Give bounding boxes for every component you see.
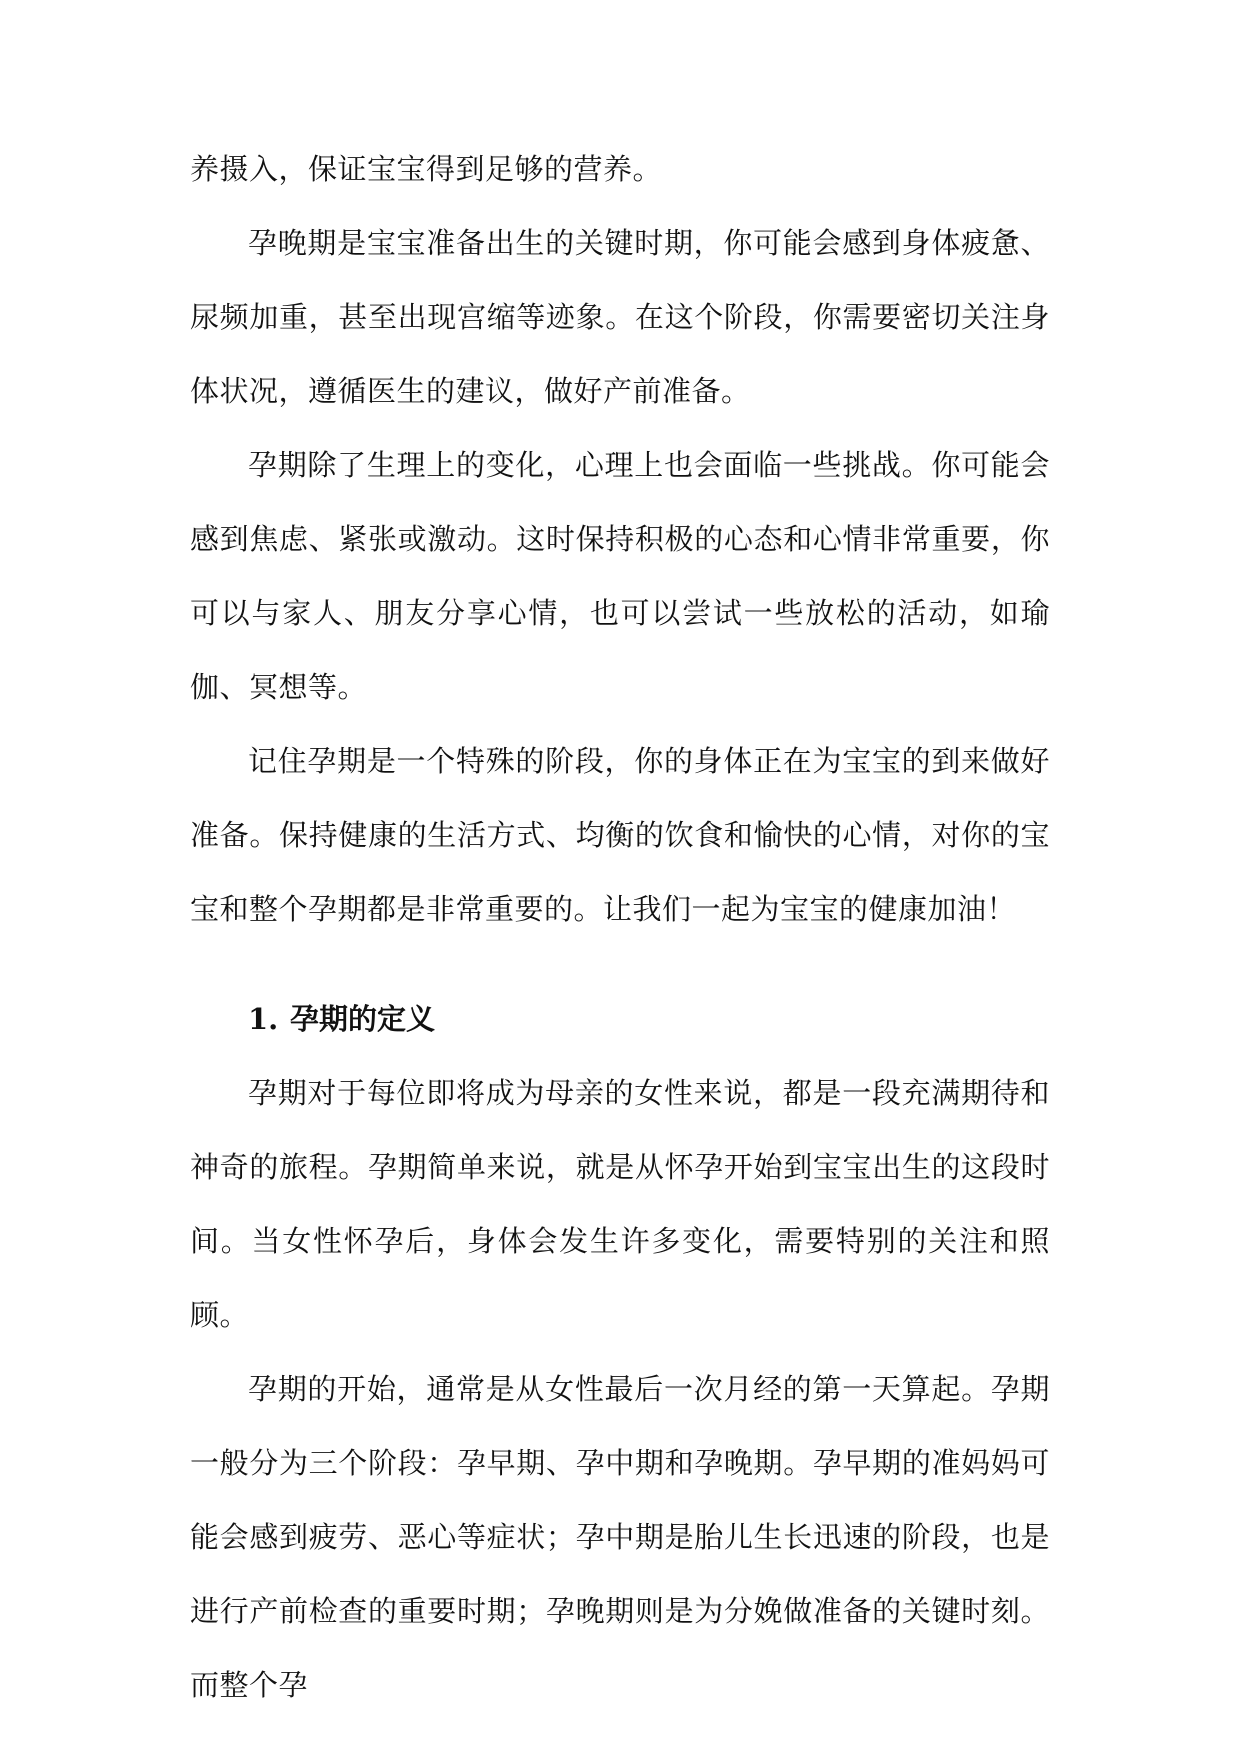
- paragraph-continued: 养摄入，保证宝宝得到足够的营养。: [190, 152, 663, 186]
- section-title: 孕期的定义: [290, 1002, 436, 1036]
- paragraph: 孕期对于每位即将成为母亲的女性来说，都是一段充满期待和神奇的旅程。孕期简单来说，就是从怀孕开始到宝宝出生的这段时间。当女性怀孕后，身体会发生许多变化，需要特别的关注和照顾。: [190, 1076, 1050, 1332]
- spacer: [190, 946, 1050, 982]
- paragraph: 记住孕期是一个特殊的阶段，你的身体正在为宝宝的到来做好准备。保持健康的生活方式、均衡的饮食和愉快的心情，对你的宝宝和整个孕期都是非常重要的。让我们一起为宝宝的健康加油！: [190, 744, 1050, 926]
- paragraph: 孕期的开始，通常是从女性最后一次月经的第一天算起。孕期一般分为三个阶段：孕早期、孕中期和孕晚期。孕早期的准妈妈可能会感到疲劳、恶心等症状；孕中期是胎儿生长迅速的阶段，也是进行产前检查的重要时期；孕晚期则是为分娩做准备的关键时刻。而整个孕: [190, 1372, 1050, 1702]
- section-number: 1.: [248, 1002, 279, 1036]
- paragraph: 孕期除了生理上的变化，心理上也会面临一些挑战。你可能会感到焦虑、紧张或激动。这时保持积极的心态和心情非常重要，你可以与家人、朋友分享心情，也可以尝试一些放松的活动，如瑜伽、冥想等。: [190, 448, 1050, 704]
- paragraph: 孕晚期是宝宝准备出生的关键时期，你可能会感到身体疲惫、尿频加重，甚至出现宫缩等迹象。在这个阶段，你需要密切关注身体状况，遵循医生的建议，做好产前准备。: [190, 226, 1050, 408]
- section-heading: [190, 982, 1050, 1056]
- document-body: [190, 132, 1050, 1722]
